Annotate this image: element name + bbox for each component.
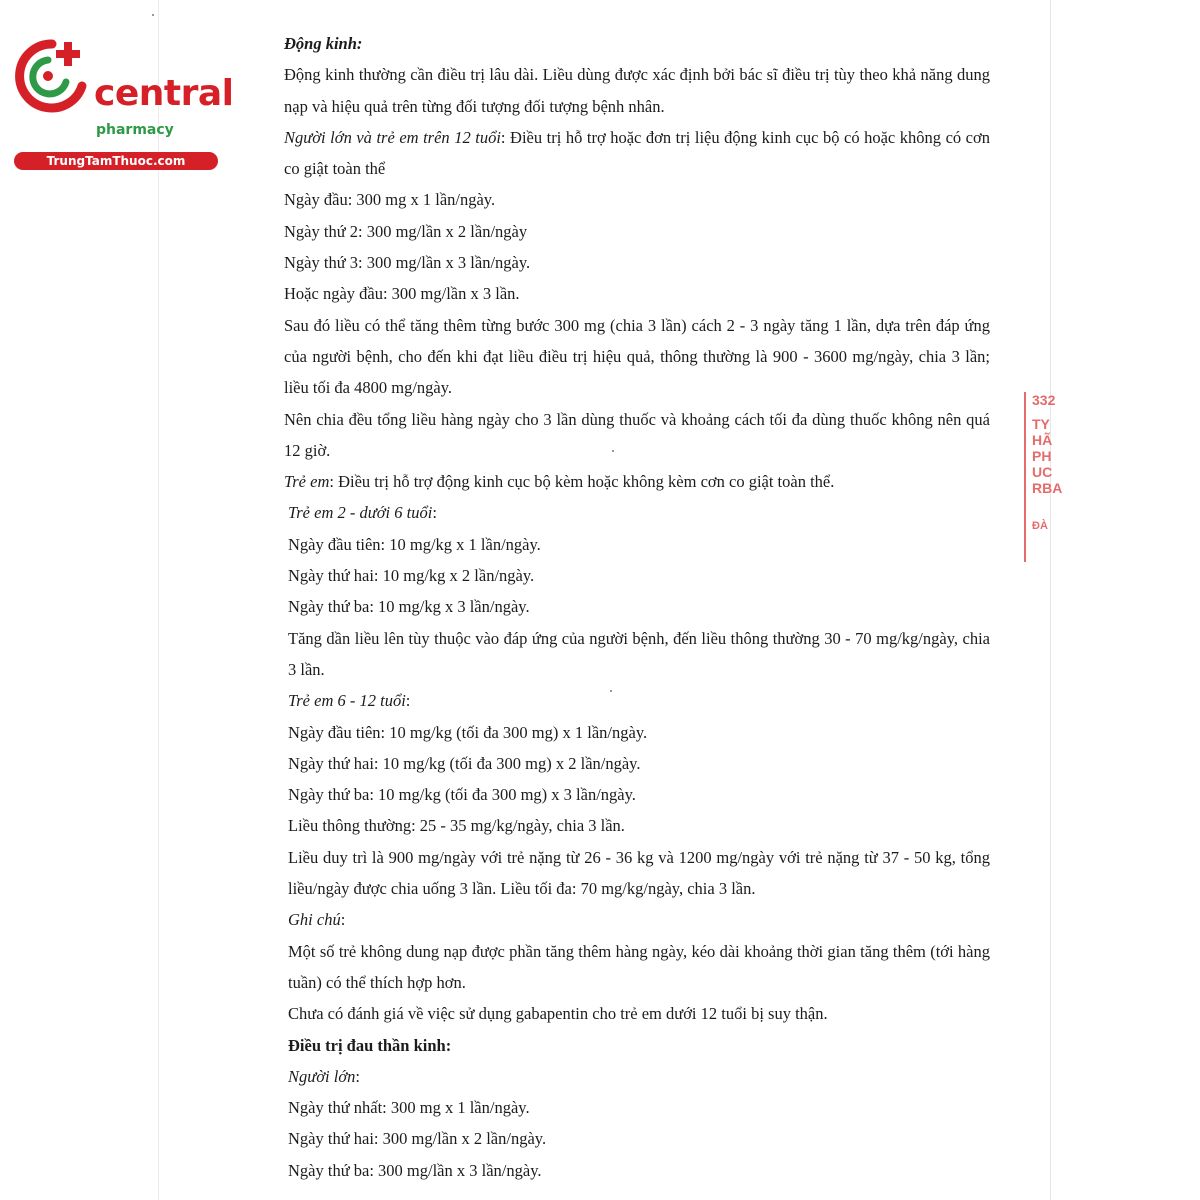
logo-website: TrungTamThuoc.com — [14, 152, 218, 170]
subheading-child-2-6 — [284, 497, 990, 528]
logo-brand-name: central — [94, 73, 234, 114]
heading-neuropathic-pain: Điều trị đau thần kinh: — [288, 1035, 452, 1055]
dose-line: Ngày đầu: 300 mg x 1 lần/ngày. — [284, 190, 496, 210]
dose-line: Ngày đầu tiên: 10 mg/kg (tối đa 300 mg) x 1 lần/ngày. — [288, 722, 648, 742]
dose-line: Ngày thứ ba: 300 mg/lần x 3 lần/ngày. — [288, 1160, 542, 1180]
paragraph-child-indication — [284, 466, 990, 497]
dose-line: Ngày thứ hai: 10 mg/kg (tối đa 300 mg) x 2 lần/ngày. — [288, 753, 641, 773]
scan-speck — [152, 14, 154, 16]
paragraph-long-term: Động kinh thường cần điều trị lâu dài. Liều dùng được xác định bởi bác sĩ điều trị tùy theo khả năng dung nạp và hiệu quả trên từng đối tượng đối tượng bệnh nhân. — [284, 65, 990, 116]
logo-subtitle: pharmacy — [96, 122, 174, 138]
document-body — [284, 28, 990, 1186]
subheading-pain-adult — [284, 1061, 990, 1092]
red-stamp-fragment — [1024, 392, 1062, 562]
pharmacy-logo — [8, 34, 234, 168]
dose-line: Ngày thứ hai: 300 mg/lần x 2 lần/ngày. — [288, 1129, 547, 1149]
stamp-text: PH — [1032, 448, 1052, 464]
stamp-text: RBA — [1032, 480, 1063, 496]
child-2-6-label: Trẻ em 2 - dưới 6 tuổi — [288, 503, 433, 523]
subheading-child-6-12 — [284, 685, 990, 716]
colon: : — [405, 691, 411, 711]
logo-emblem-icon — [8, 34, 92, 118]
dose-line: Ngày thứ 2: 300 mg/lần x 2 lần/ngày — [284, 221, 528, 241]
dose-line: Ngày thứ ba: 10 mg/kg x 3 lần/ngày. — [288, 597, 530, 617]
colon: : — [340, 910, 346, 930]
paragraph-renal: Chưa có đánh giá về việc sử dụng gabapentin cho trẻ em dưới 12 tuổi bị suy thận. — [288, 1004, 828, 1024]
adult-indication-text: : Điều trị hỗ trợ hoặc đơn trị liệu động kinh cục bộ có hoặc không có cơn co giật toàn thể — [284, 127, 990, 179]
paragraph-tolerance: Một số trẻ không dung nạp được phần tăng thêm hàng ngày, kéo dài khoảng thời gian tăng thêm (tới hàng tuần) có thể thích hợp hơn. — [288, 941, 990, 992]
heading-epilepsy: Động kinh: — [284, 34, 363, 53]
paragraph-increase-dose: Tăng dần liều lên tùy thuộc vào đáp ứng của người bệnh, đến liều thông thường 30 - 70 mg/kg/ngày, chia 3 lần. — [288, 628, 990, 679]
stamp-text: ĐÀ — [1032, 520, 1048, 532]
paragraph-maintenance: Liều duy trì là 900 mg/ngày với trẻ nặng từ 26 - 36 kg và 1200 mg/ngày với trẻ nặng từ 37 - 50 kg, tổng liều/ngày được chia uống 3 lần. Liều tối đa: 70 mg/kg/ngày, chia 3 lần. — [288, 847, 990, 899]
dose-line: Ngày thứ hai: 10 mg/kg x 2 lần/ngày. — [288, 566, 535, 586]
scan-edge-left — [158, 0, 159, 1200]
dose-line: Hoặc ngày đầu: 300 mg/lần x 3 lần. — [284, 284, 520, 304]
child-indication-text: : Điều trị hỗ trợ động kinh cục bộ kèm hoặc không kèm cơn co giật toàn thể. — [329, 472, 835, 492]
adult-label: Người lớn và trẻ em trên 12 tuổi — [284, 127, 501, 147]
subheading-note — [284, 904, 990, 935]
dose-line: Liều thông thường: 25 - 35 mg/kg/ngày, chia 3 lần. — [288, 816, 625, 836]
stamp-text: HÃ — [1032, 432, 1053, 448]
dose-line: Ngày đầu tiên: 10 mg/kg x 1 lần/ngày. — [288, 534, 541, 554]
colon: : — [355, 1066, 361, 1086]
child-label: Trẻ em — [284, 472, 330, 492]
note-label: Ghi chú — [288, 910, 341, 930]
paragraph-titration: Sau đó liều có thể tăng thêm từng bước 300 mg (chia 3 lần) cách 2 - 3 ngày tăng 1 lần, dựa trên đáp ứng của người bệnh, cho đến khi đạt liều điều trị hiệu quả, thông thường là 900 - 3600 mg/ngày, chia 3 lần; liều tối đa 4800 mg/ngày. — [284, 315, 990, 398]
pain-adult-label: Người lớn — [288, 1066, 356, 1086]
dose-line: Ngày thứ nhất: 300 mg x 1 lần/ngày. — [288, 1098, 530, 1118]
stamp-text: TY — [1032, 416, 1050, 432]
stamp-text: 332 — [1032, 392, 1056, 408]
dose-line: Ngày thứ ba: 10 mg/kg (tối đa 300 mg) x 3 lần/ngày. — [288, 785, 636, 805]
paragraph-adult-indication — [284, 122, 990, 185]
scan-edge-right — [1050, 0, 1051, 1200]
stamp-text: UC — [1032, 464, 1053, 480]
paragraph-divide-dose: Nên chia đều tổng liều hàng ngày cho 3 lần dùng thuốc và khoảng cách tối đa dùng thuốc không nên quá 12 giờ. — [284, 409, 990, 460]
colon: : — [432, 503, 437, 523]
child-6-12-label: Trẻ em 6 - 12 tuổi — [288, 691, 406, 711]
dose-line: Ngày thứ 3: 300 mg/lần x 3 lần/ngày. — [284, 253, 531, 273]
